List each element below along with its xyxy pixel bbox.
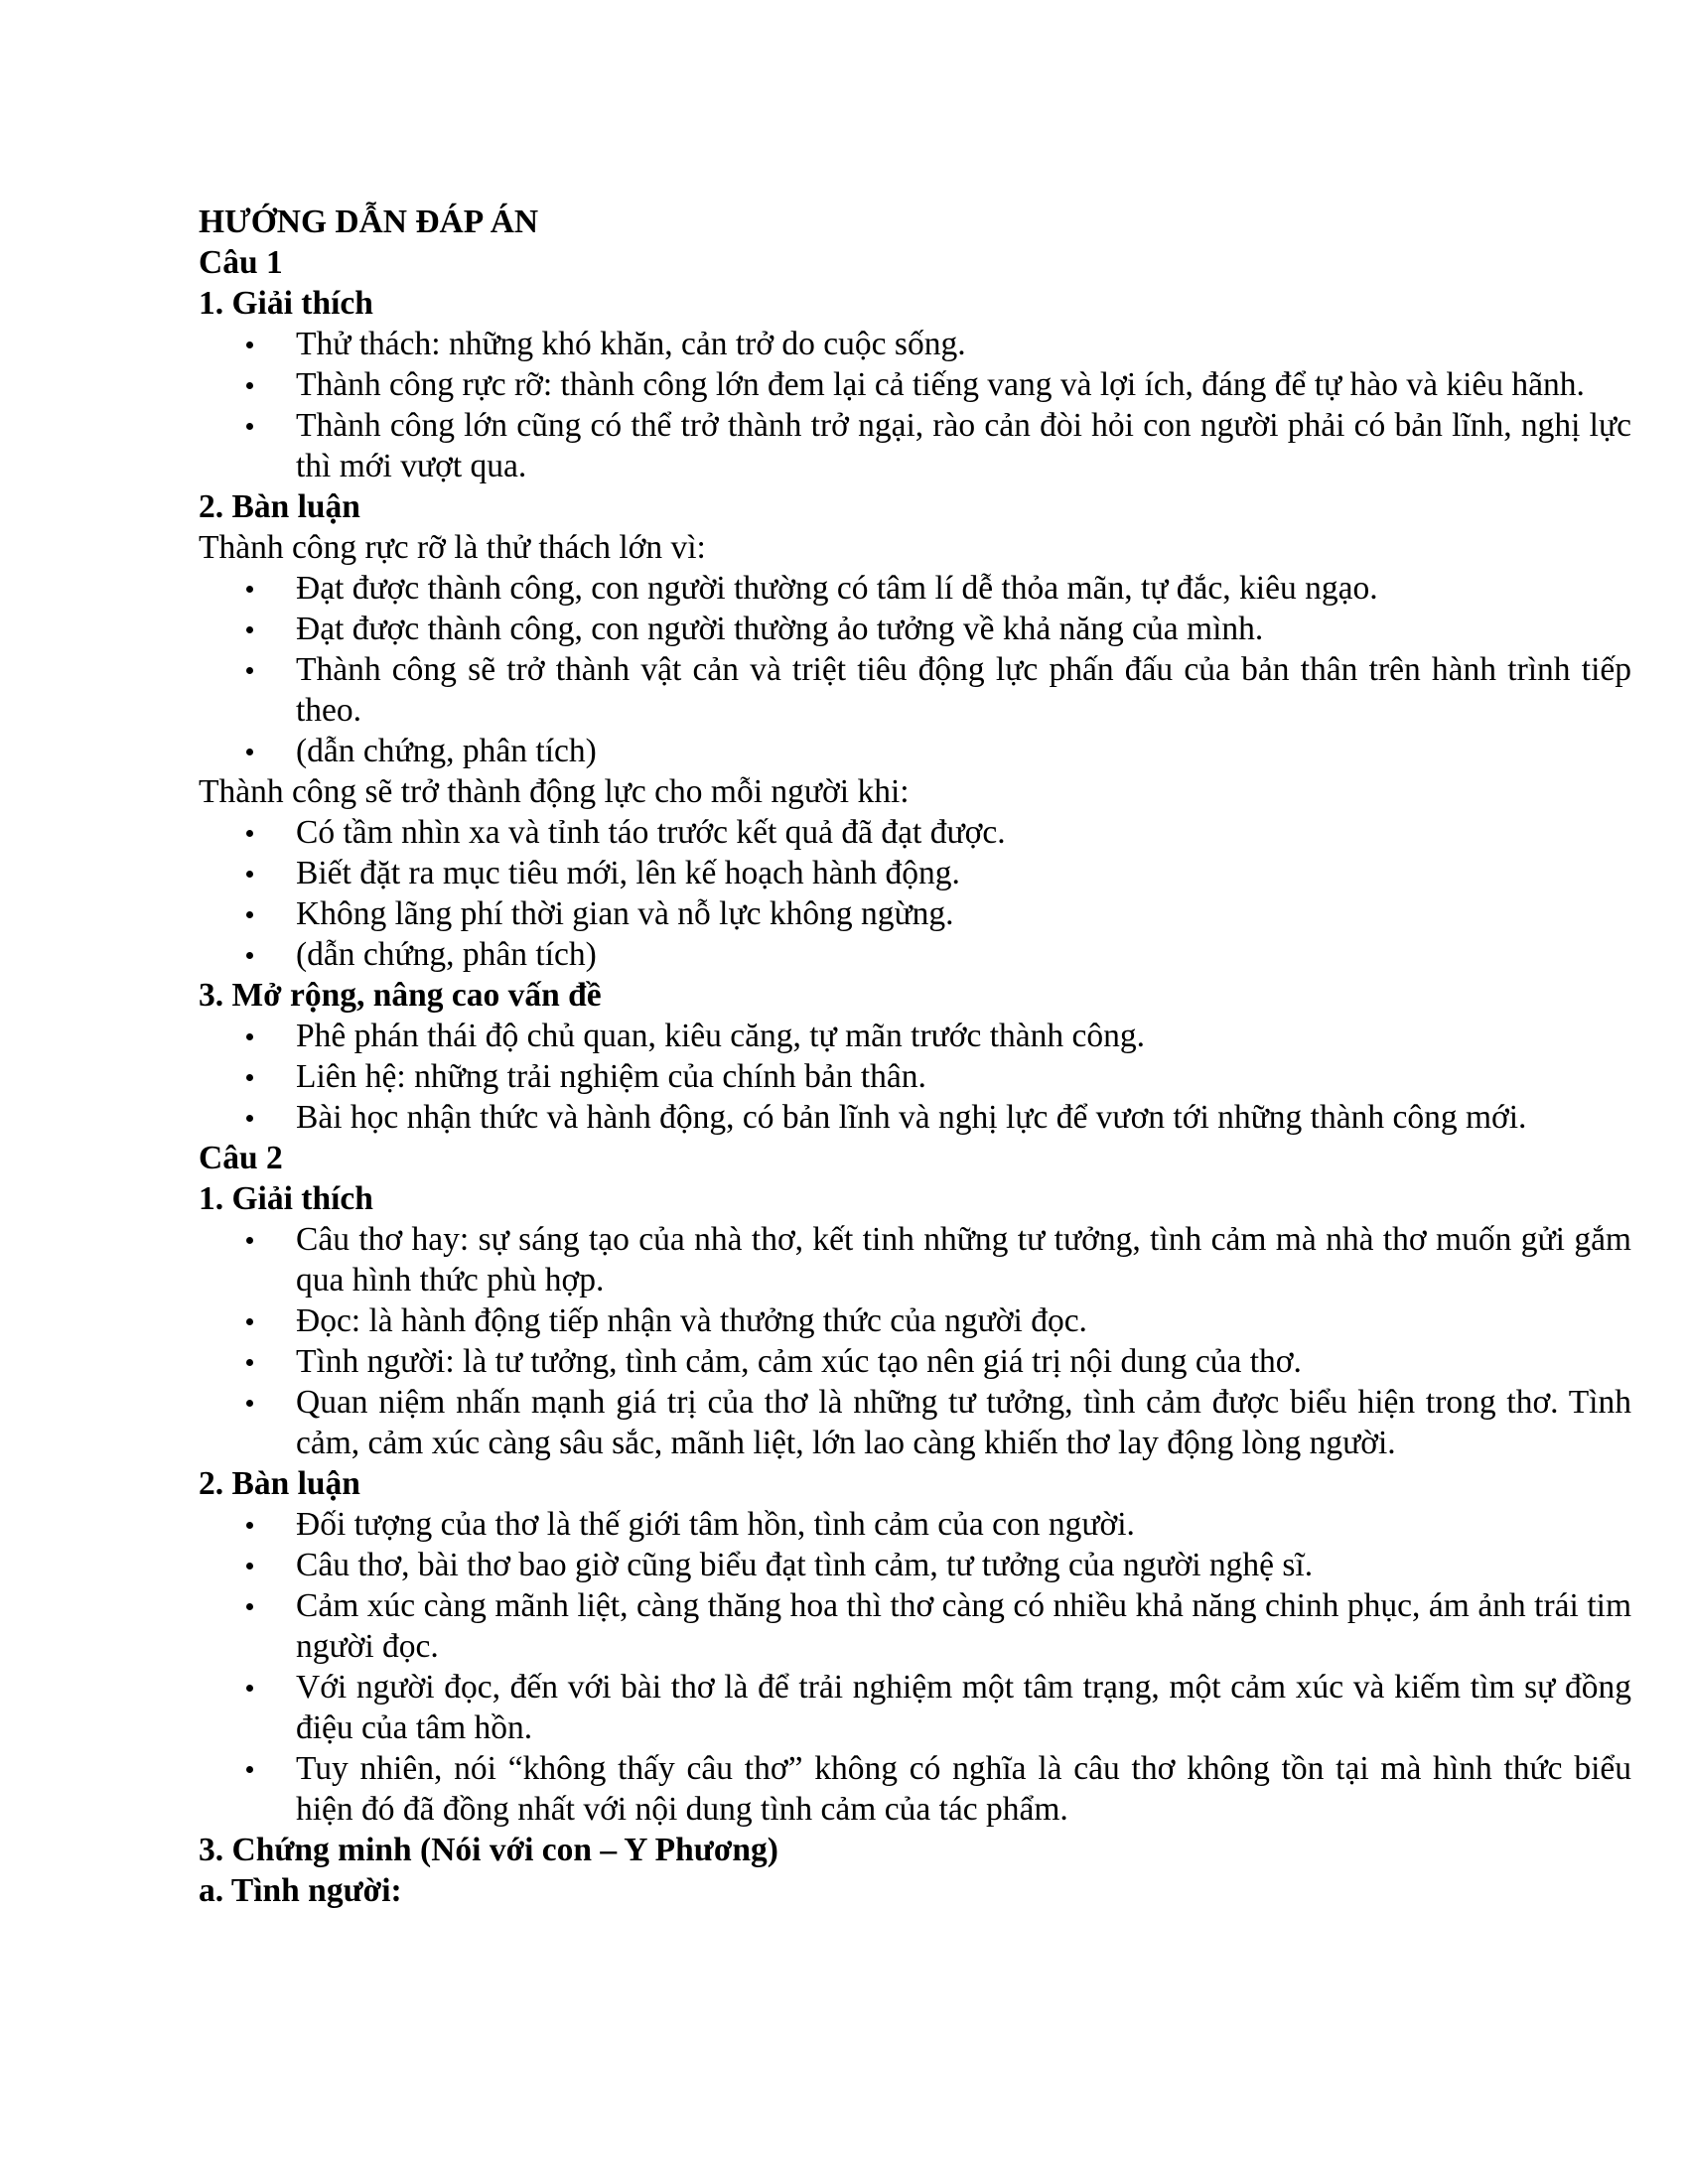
- bullet-icon: [246, 1115, 253, 1122]
- page-title: HƯỚNG DẪN ĐÁP ÁN: [199, 204, 539, 240]
- cau1-section2-heading: 2. Bàn luận: [199, 488, 360, 525]
- list-item: Tình người: là tư tưởng, tình cảm, cảm xúc tạo nên giá trị nội dung của thơ.: [199, 1341, 1631, 1382]
- cau1-heading: Câu 1: [199, 244, 283, 281]
- bullet-icon: [246, 830, 253, 837]
- list-item: Bài học nhận thức và hành động, có bản lĩnh và nghị lực để vươn tới những thành công mới.: [199, 1097, 1631, 1138]
- list-item: (dẫn chứng, phân tích): [199, 934, 1631, 975]
- list-item: Phê phán thái độ chủ quan, kiêu căng, tự mãn trước thành công.: [199, 1016, 1631, 1056]
- list-item: (dẫn chứng, phân tích): [199, 731, 1631, 771]
- list-item: Câu thơ, bài thơ bao giờ cũng biểu đạt tình cảm, tư tưởng của người nghệ sĩ.: [199, 1545, 1631, 1585]
- list-item: Thành công lớn cũng có thể trở thành trở ngại, rào cản đòi hỏi con người phải có bản lĩnh, nghị lực thì mới vượt qua.: [199, 405, 1631, 486]
- bullet-icon: [246, 382, 253, 389]
- list-item: Liên hệ: những trải nghiệm của chính bản thân.: [199, 1056, 1631, 1097]
- list-item: Cảm xúc càng mãnh liệt, càng thăng hoa thì thơ càng có nhiều khả năng chinh phục, ám ảnh trái tim người đọc.: [199, 1585, 1631, 1667]
- list-item: Đối tượng của thơ là thế giới tâm hồn, tình cảm của con người.: [199, 1504, 1631, 1545]
- bullet-icon: [246, 911, 253, 918]
- cau2-section2-heading: 2. Bàn luận: [199, 1465, 360, 1502]
- bullet-icon: [246, 341, 253, 348]
- bullet-icon: [246, 1563, 253, 1570]
- cau2-section1-heading: 1. Giải thích: [199, 1180, 373, 1217]
- cau2-heading: Câu 2: [199, 1140, 283, 1176]
- cau1-section2-list1: [199, 568, 1631, 771]
- list-item: Câu thơ hay: sự sáng tạo của nhà thơ, kết tinh những tư tưởng, tình cảm mà nhà thơ muốn gửi gắm qua hình thức phù hợp.: [199, 1219, 1631, 1300]
- bullet-icon: [246, 749, 253, 755]
- bullet-icon: [246, 1400, 253, 1407]
- list-item: Quan niệm nhấn mạnh giá trị của thơ là những tư tưởng, tình cảm được biểu hiện trong thơ. Tình cảm, cảm xúc càng sâu sắc, mãnh liệt, lớn lao càng khiến thơ lay động lòng người.: [199, 1382, 1631, 1463]
- bullet-icon: [246, 871, 253, 878]
- list-item: Thành công sẽ trở thành vật cản và triệt tiêu động lực phấn đấu của bản thân trên hành trình tiếp theo.: [199, 649, 1631, 731]
- list-item: Đạt được thành công, con người thường có tâm lí dễ thỏa mãn, tự đắc, kiêu ngạo.: [199, 568, 1631, 609]
- bullet-icon: [246, 586, 253, 593]
- bullet-icon: [246, 952, 253, 959]
- cau2-section2-list: [199, 1504, 1631, 1830]
- bullet-icon: [246, 1033, 253, 1040]
- bullet-icon: [246, 1685, 253, 1692]
- cau1-section3-heading: 3. Mở rộng, nâng cao vấn đề: [199, 977, 602, 1014]
- list-item: Biết đặt ra mục tiêu mới, lên kế hoạch hành động.: [199, 853, 1631, 893]
- list-item: Tuy nhiên, nói “không thấy câu thơ” không có nghĩa là câu thơ không tồn tại mà hình thức biểu hiện đó đã đồng nhất với nội dung tình cảm của tác phẩm.: [199, 1748, 1631, 1830]
- cau2-section3-sub-a: a. Tình người:: [199, 1872, 402, 1909]
- bullet-icon: [246, 1237, 253, 1244]
- cau2-section1-list: [199, 1219, 1631, 1463]
- bullet-icon: [246, 626, 253, 633]
- bullet-icon: [246, 667, 253, 674]
- bullet-icon: [246, 1603, 253, 1610]
- bullet-icon: [246, 1359, 253, 1366]
- list-item: Có tầm nhìn xa và tỉnh táo trước kết quả đã đạt được.: [199, 812, 1631, 853]
- list-item: Thành công rực rỡ: thành công lớn đem lại cả tiếng vang và lợi ích, đáng để tự hào và kiêu hãnh.: [199, 364, 1631, 405]
- list-item: Thử thách: những khó khăn, cản trở do cuộc sống.: [199, 324, 1631, 364]
- cau1-section1-list: [199, 324, 1631, 486]
- cau1-section3-list: [199, 1016, 1628, 1138]
- cau1-section2-intro2: Thành công sẽ trở thành động lực cho mỗi người khi:: [199, 773, 910, 810]
- list-item: Với người đọc, đến với bài thơ là để trải nghiệm một tâm trạng, một cảm xúc và kiếm tìm sự đồng điệu của tâm hồn.: [199, 1667, 1631, 1748]
- cau1-section2-list2: [199, 812, 1628, 975]
- bullet-icon: [246, 1074, 253, 1081]
- cau2-section3-heading: 3. Chứng minh (Nói với con – Y Phương): [199, 1832, 778, 1868]
- list-item: Không lãng phí thời gian và nỗ lực không ngừng.: [199, 893, 1631, 934]
- bullet-icon: [246, 1766, 253, 1773]
- cau1-section1-heading: 1. Giải thích: [199, 285, 373, 322]
- list-item: Đạt được thành công, con người thường ảo tưởng về khả năng của mình.: [199, 609, 1631, 649]
- list-item: Đọc: là hành động tiếp nhận và thưởng thức của người đọc.: [199, 1300, 1631, 1341]
- bullet-icon: [246, 1318, 253, 1325]
- bullet-icon: [246, 423, 253, 430]
- cau1-section2-intro1: Thành công rực rỡ là thử thách lớn vì:: [199, 529, 706, 566]
- bullet-icon: [246, 1522, 253, 1529]
